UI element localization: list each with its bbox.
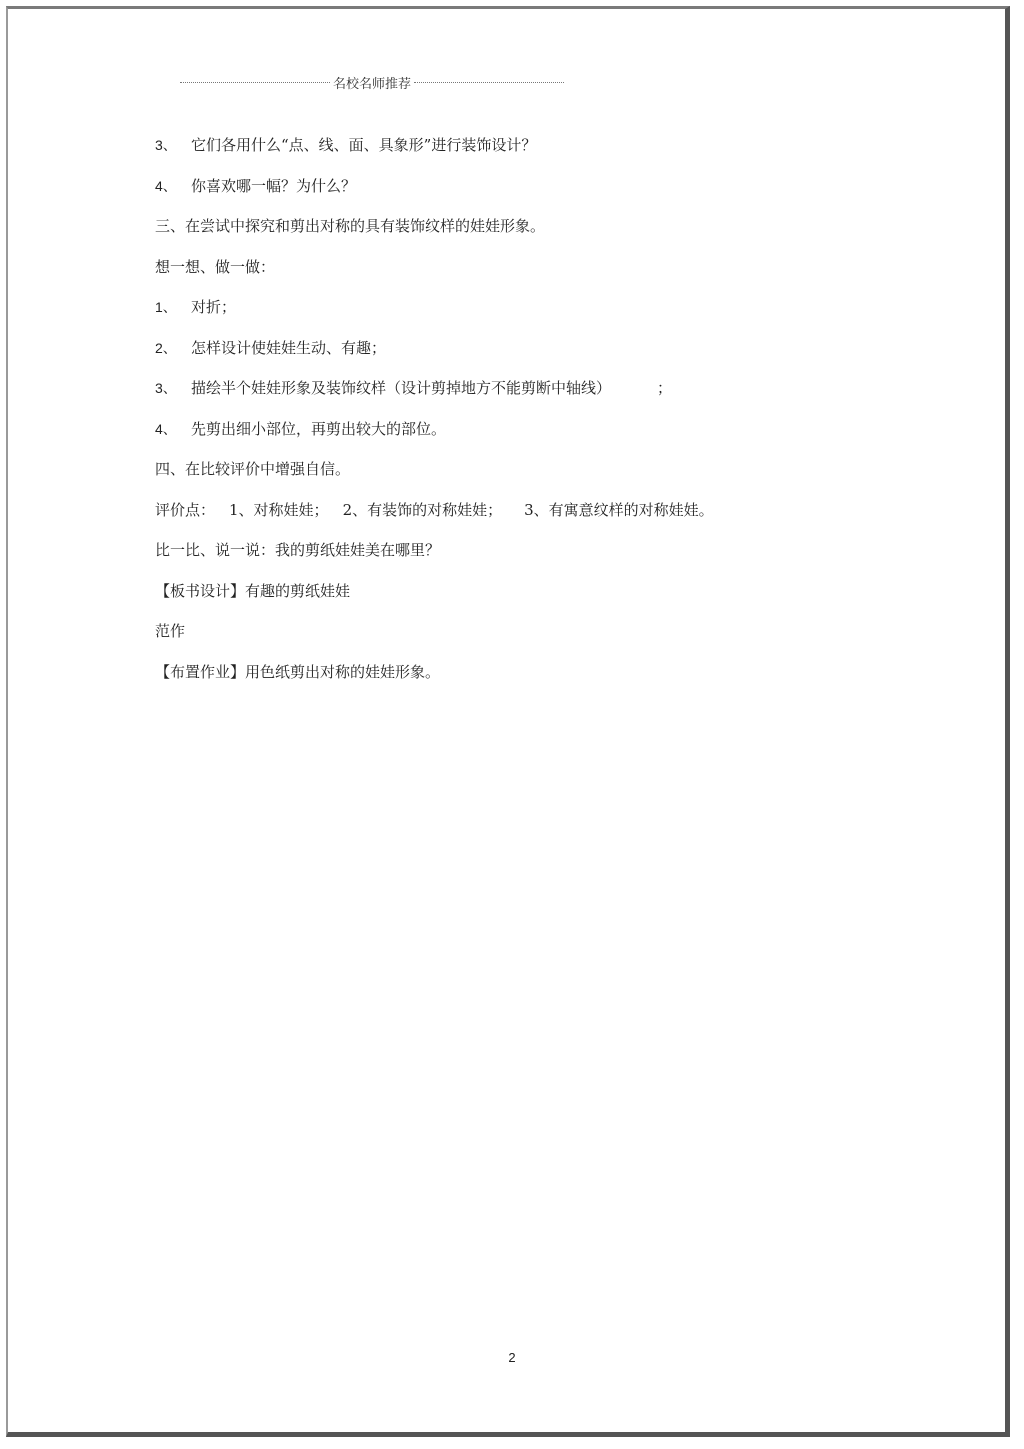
step-1 <box>155 295 875 336</box>
step-4-text: 先剪出细小部位，再剪出较大的部位。 <box>191 419 447 438</box>
step-3-semicolon: ； <box>657 379 673 397</box>
header-dotted-line-right <box>414 82 564 83</box>
question-3-number: 3、 <box>155 137 177 153</box>
evaluation-item-3: 3、有寓意纹样的对称娃娃。 <box>524 500 714 519</box>
document-body <box>155 133 875 700</box>
page-header <box>180 72 564 92</box>
evaluation-item-2: 2、有装饰的对称娃娃； <box>342 500 503 519</box>
evaluation-points <box>155 498 875 539</box>
question-3-text: 它们各用什么“点、线、面、具象形”进行装饰设计？ <box>191 136 537 154</box>
step-4-number: 4、 <box>155 420 177 437</box>
step-3-text: 描绘半个娃娃形象及装饰纹样（设计剪掉地方不能剪断中轴线） <box>191 379 612 397</box>
question-3 <box>155 133 875 174</box>
evaluation-label: 评价点： <box>155 500 216 519</box>
step-2-text: 怎样设计使娃娃生动、有趣； <box>191 338 387 357</box>
header-dotted-line-left <box>180 82 330 83</box>
header-title: 名校名师推荐 <box>333 76 412 92</box>
compare-prompt: 比一比、说一说：我的剪纸娃娃美在哪里？ <box>155 541 441 559</box>
step-1-text: 对折； <box>191 298 237 316</box>
question-4 <box>155 174 875 215</box>
question-4-text: 你喜欢哪一幅？为什么？ <box>191 176 357 195</box>
sample-work: 范作 <box>155 622 186 640</box>
section-4-heading: 四、在比较评价中增强自信。 <box>155 460 351 478</box>
step-3 <box>155 376 875 417</box>
page-number: 2 <box>508 1350 516 1365</box>
step-1-number: 1、 <box>155 299 177 315</box>
step-4 <box>155 417 875 458</box>
think-do-heading: 想一想、做一做： <box>155 257 276 276</box>
section-3-heading: 三、在尝试中探究和剪出对称的具有装饰纹样的娃娃形象。 <box>155 217 546 235</box>
evaluation-item-1: 1、对称娃娃； <box>229 500 329 519</box>
question-4-number: 4、 <box>155 177 177 194</box>
board-design: 【板书设计】有趣的剪纸娃娃 <box>155 581 351 600</box>
step-2 <box>155 336 875 377</box>
step-3-number: 3、 <box>155 380 177 396</box>
step-2-number: 2、 <box>155 339 177 356</box>
homework-assignment: 【布置作业】用色纸剪出对称的娃娃形象。 <box>155 662 441 681</box>
